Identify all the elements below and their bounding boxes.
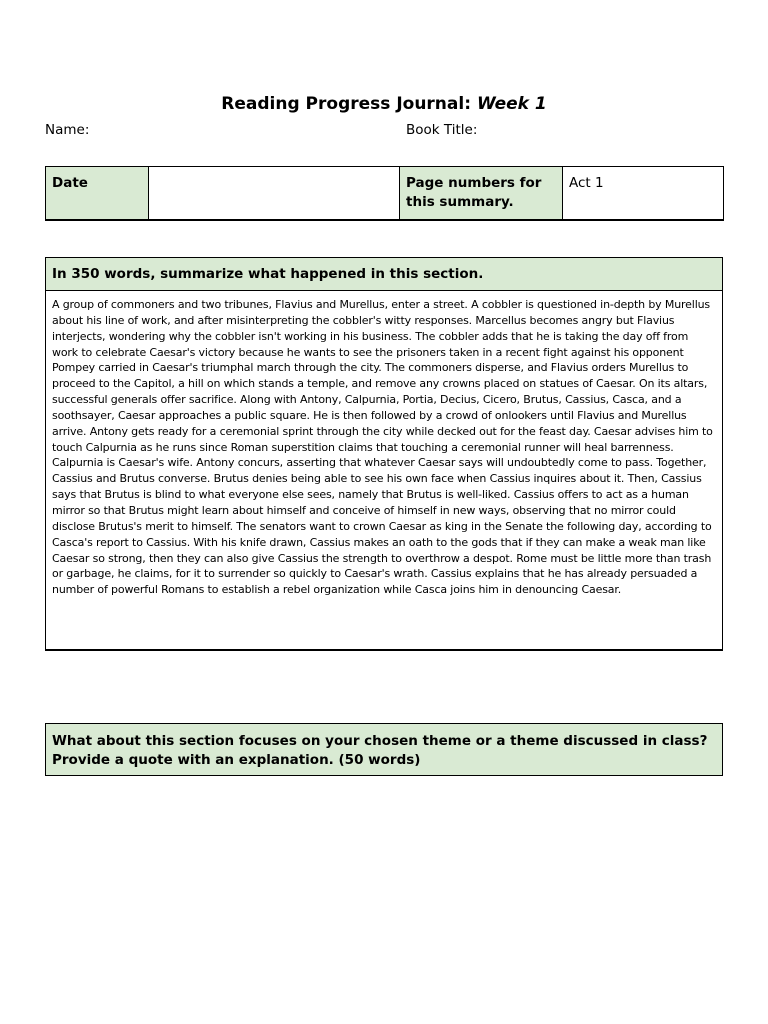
title-main: Reading Progress Journal:: [221, 94, 477, 114]
book-title-label: Book Title:: [406, 122, 478, 138]
page-title: [0, 94, 768, 114]
info-table: [45, 166, 724, 221]
summary-box: [45, 257, 723, 651]
page-numbers-label: Page numbers for this summary.: [400, 167, 563, 221]
info-row: [46, 167, 724, 221]
summary-text[interactable]: A group of commoners and two tribunes, Flavius and Murellus, enter a street. A cobbler is questioned in-depth by Murellus about his line of work, and after misinterpreting the cobbler's witty responses. Marcellus becomes angry but Flavius interjects, wondering why the cobbler isn't working in his business. The cobbler adds that he is taking the day off from work to celebrate Caesar's victory because he wants to see the prisoners taken in a recent fight against his opponent Pompey carried in Caesar's triumphal march through the city. The commoners disperse, and Flavius orders Murellus to proceed to the Capitol, a hill on which stands a temple, and remove any crowns placed on statues of Caesar. On its altars, successful generals offer sacrifice. Along with Antony, Calpurnia, Portia, Decius, Cicero, Brutus, Cassius, Casca, and a soothsayer, Caesar approaches a public square. He is then followed by a crowd of onlookers until Flavius and Murellus arrive. Antony gets ready for a ceremonial sprint through the city while decked out for the feast day. Caesar advises him to touch Calpurnia as he runs since Roman superstition claims that touching a ceremonial runner will heal barrenness. Calpurnia is Caesar's wife. Antony concurs, asserting that whatever Caesar says will undoubtedly come to pass. Together, Cassius and Brutus converse. Brutus denies being able to see his own face when Cassius inquires about it. Then, Cassius says that Brutus is blind to what everyone else sees, namely that Brutus is well-liked. Cassius offers to act as a human mirror so that Brutus might learn about himself and conceive of himself in new ways, observing that no mirror could disclose Brutus's merit to himself. The senators want to crown Caesar as king in the Senate the following day, according to Casca's report to Cassius. With his knife drawn, Cassius makes an oath to the gods that if they can make a weak man like Caesar so strong, then they can also give Cassius the strength to overthrow a despot. Rome must be little more than trash or garbage, he claims, for it to surrender so quickly to Caesar's wrath. Cassius explains that he has already persuaded a number of powerful Romans to establish a rebel organization while Casca joins him in denouncing Caesar.: [52, 298, 713, 597]
theme-prompt: What about this section focuses on your chosen theme or a theme discussed in class? Provide a quote with an explanation. (50 words): [45, 723, 723, 776]
summary-prompt: In 350 words, summarize what happened in this section.: [46, 258, 722, 291]
page-numbers-value[interactable]: Act 1: [563, 167, 724, 221]
name-label: Name:: [45, 122, 90, 138]
date-value-cell[interactable]: [149, 167, 400, 221]
title-week: Week 1: [476, 94, 547, 114]
date-label: Date: [46, 167, 149, 221]
